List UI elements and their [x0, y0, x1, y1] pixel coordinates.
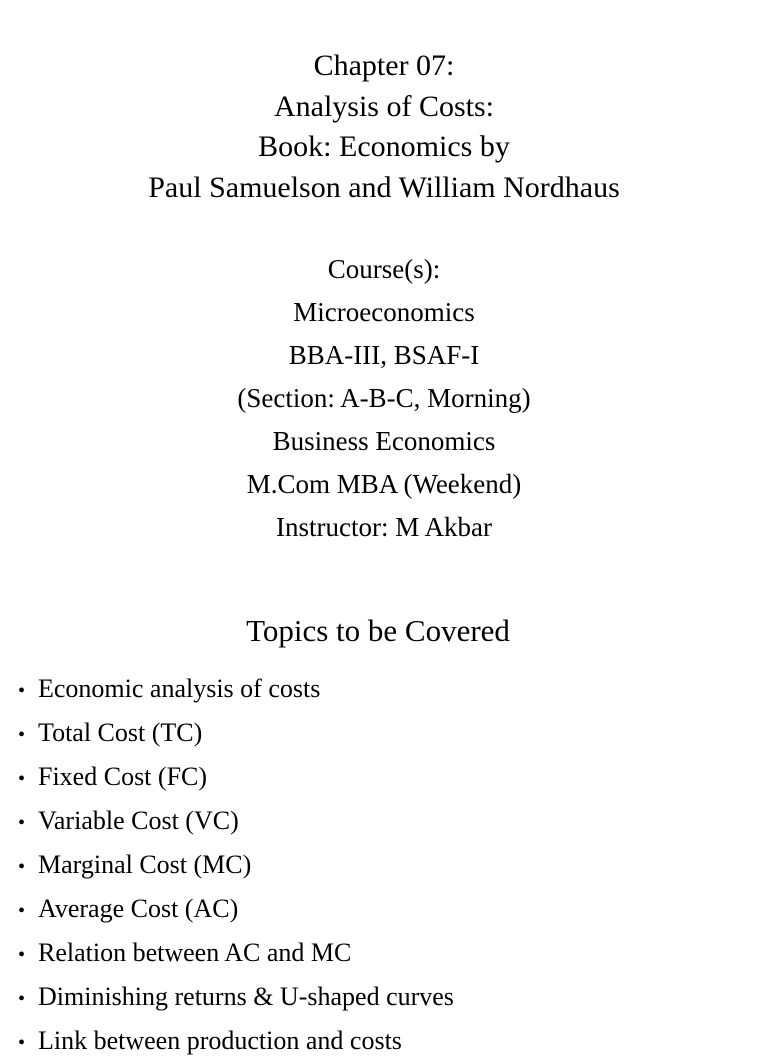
course-sections: (Section: A-B-C, Morning) [237, 383, 531, 413]
bullet-icon: • [18, 768, 26, 790]
title-block [0, 46, 768, 208]
bullet-icon: • [18, 680, 26, 702]
bullet-icon: • [18, 856, 26, 878]
list-item [18, 756, 454, 800]
bullet-icon: • [18, 724, 26, 746]
topic-label: Marginal Cost (MC) [38, 850, 252, 879]
bullet-icon: • [18, 1032, 26, 1054]
bullet-icon: • [18, 900, 26, 922]
topic-label: Total Cost (TC) [38, 718, 203, 747]
topic-label: Economic analysis of costs [38, 674, 321, 703]
course-name: Microeconomics [293, 297, 475, 327]
list-item [18, 668, 454, 712]
topics-heading: Topics to be Covered [246, 613, 510, 648]
courses-label: Course(s): [327, 254, 441, 284]
topic-label: Link between production and costs [38, 1026, 402, 1055]
course-programs: BBA-III, BSAF-I [288, 340, 480, 370]
list-item [18, 888, 454, 932]
book-authors: Paul Samuelson and William Nordhaus [148, 170, 620, 204]
topic-label: Diminishing returns & U-shaped curves [38, 982, 454, 1011]
list-item [18, 932, 454, 976]
topic-label: Relation between AC and MC [38, 938, 352, 967]
list-item [18, 800, 454, 844]
topic-label: Variable Cost (VC) [38, 806, 239, 835]
chapter-title: Chapter 07: [313, 49, 455, 82]
course-info-block [0, 248, 768, 549]
list-item [18, 844, 454, 888]
chapter-subtitle: Analysis of Costs: [273, 89, 495, 123]
topic-label: Fixed Cost (FC) [38, 762, 208, 791]
course-programs-2: M.Com MBA (Weekend) [246, 469, 522, 499]
bullet-icon: • [18, 812, 26, 834]
bullet-icon: • [18, 988, 26, 1010]
list-item [18, 1020, 454, 1064]
instructor-name: Instructor: M Akbar [276, 512, 492, 542]
list-item [18, 976, 454, 1020]
list-item [18, 712, 454, 756]
book-reference: Book: Economics by [258, 130, 510, 163]
course-name-2: Business Economics [272, 426, 496, 456]
topic-label: Average Cost (AC) [38, 894, 239, 923]
bullet-icon: • [18, 944, 26, 966]
topics-list [18, 668, 454, 1064]
